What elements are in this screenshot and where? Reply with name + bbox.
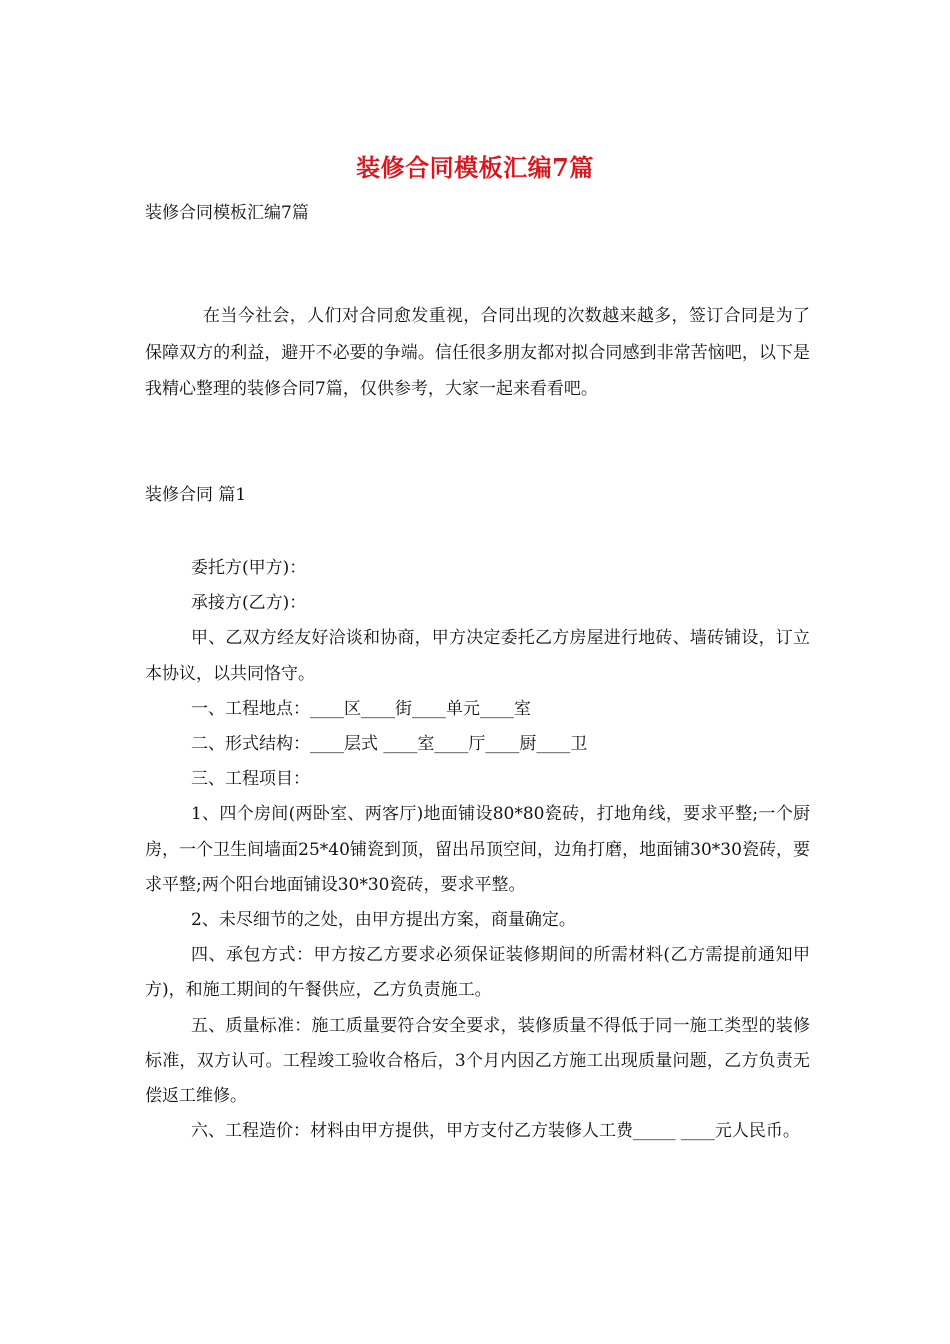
project-items-heading: 三、工程项目：	[191, 769, 310, 790]
project-item-1: 1、四个房间(两卧室、两客厅)地面铺设80*80瓷砖，打地角线，要求平整;一个厨房，一个卫生间墙面25*40铺瓷到顶，留出吊顶空间，边角打磨，地面铺30*30瓷砖，要求平整;两个阳台地面铺设30*30瓷砖，要求平整。	[145, 804, 810, 895]
contract-method-paragraph: 四、承包方式：甲方按乙方要求必须保证装修期间的所需材料(乙方需提前通知甲方)，和施工期间的午餐供应，乙方负责施工。	[145, 945, 810, 1001]
document-subtitle: 装修合同模板汇编7篇	[145, 203, 309, 223]
quality-standard-paragraph: 五、质量标准：施工质量要符合安全要求，装修质量不得低于同一施工类型的装修标准，双方认可。工程竣工验收合格后，3个月内因乙方施工出现质量问题，乙方负责无偿返工维修。	[145, 1015, 810, 1107]
section-heading: 装修合同 篇1	[145, 485, 247, 505]
document-title: 装修合同模板汇编7篇	[356, 153, 594, 182]
party-b-line: 承接方(乙方)：	[191, 593, 307, 614]
project-item-2: 2、未尽细节的之处，由甲方提出方案，商量确定。	[191, 910, 576, 931]
structure-line: 二、形式结构：____层式 ____室____厅____厨____卫	[191, 734, 588, 755]
agreement-paragraph: 甲、乙双方经友好洽谈和协商，甲方决定委托乙方房屋进行地砖、墙砖铺设，订立本协议，以共同恪守。	[145, 628, 810, 684]
contract-body	[145, 551, 810, 1149]
project-location-line: 一、工程地点：____区____街____单元____室	[191, 698, 531, 719]
party-a-line: 委托方(甲方)：	[191, 558, 307, 578]
intro-paragraph: 在当今社会，人们对合同愈发重视，合同出现的次数越来越多，签订合同是为了保障双方的利益，避开不必要的争端。信任很多朋友都对拟合同感到非常苦恼吧，以下是我精心整理的装修合同7篇，仅供参考，大家一起来看看吧。	[145, 306, 810, 399]
project-cost-paragraph: 六、工程造价：材料由甲方提供，甲方支付乙方装修人工费_____ ____元人民币。	[191, 1121, 800, 1142]
